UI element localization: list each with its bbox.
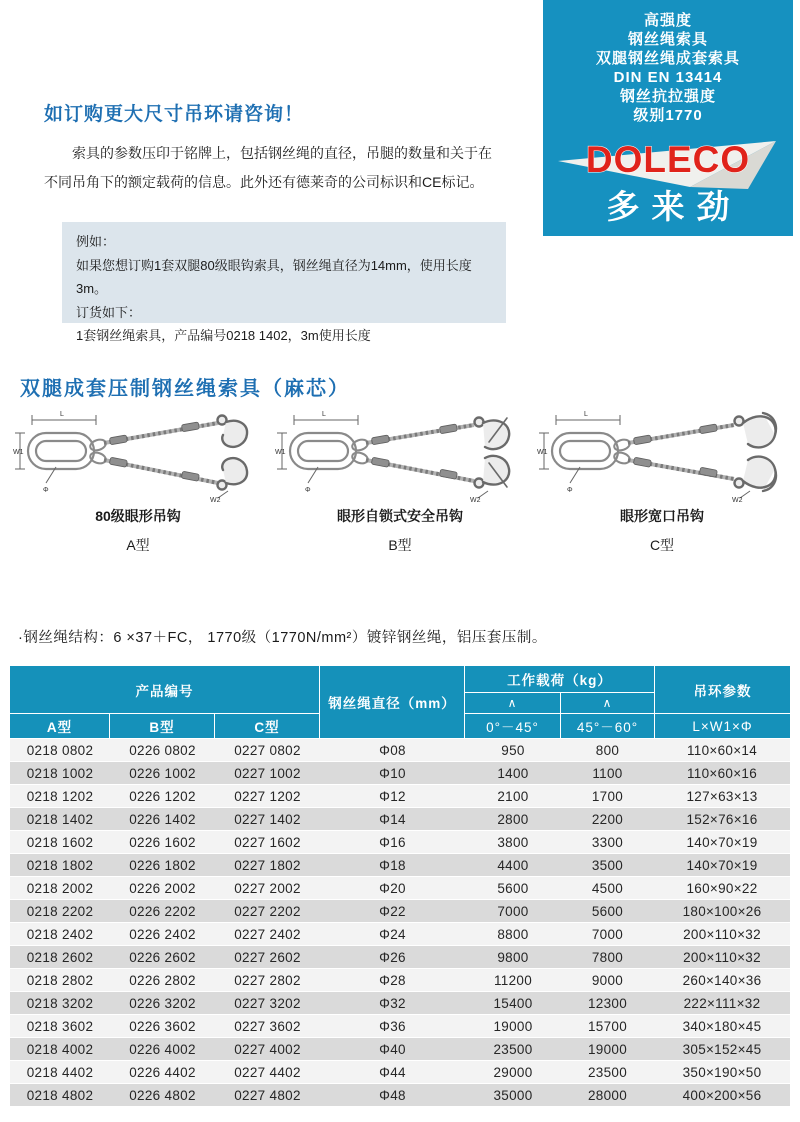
figure-sling-type-c <box>533 403 791 555</box>
figure-caption: 眼形自锁式安全吊钩 <box>337 508 463 524</box>
table-cell: 0227 4002 <box>234 1041 301 1057</box>
figure-type-label: A型 <box>126 537 150 553</box>
wide-mouth-hook-bottom <box>735 457 776 491</box>
table-cell: Φ36 <box>379 1018 406 1034</box>
table-cell: 0218 2602 <box>26 949 94 965</box>
dim-label-phi: Φ <box>567 487 573 494</box>
table-cell: Φ40 <box>379 1041 406 1057</box>
dim-label-w2: W2 <box>210 497 221 503</box>
header-working-load: 工作载荷（kg） <box>465 666 654 692</box>
table-cell: Φ10 <box>379 765 406 781</box>
table-cell: 0218 4002 <box>26 1041 94 1057</box>
safety-hook-top <box>475 418 510 450</box>
table-cell: 0218 3202 <box>26 995 94 1011</box>
table-cell: 29000 <box>493 1064 533 1080</box>
table-cell: 305×152×45 <box>682 1041 762 1057</box>
table-cell: Φ24 <box>379 926 406 942</box>
table-cell: 350×190×50 <box>682 1064 762 1080</box>
table-cell: 3300 <box>591 834 624 850</box>
table-cell: 5600 <box>591 903 624 919</box>
header-angle-range-2: 45°－60° <box>561 714 654 738</box>
table-cell: 0227 2202 <box>234 903 301 919</box>
dim-label-l: L <box>60 411 64 418</box>
table-cell: 9000 <box>591 972 624 988</box>
table-cell: 7000 <box>591 926 624 942</box>
table-cell: Φ16 <box>379 834 406 850</box>
table-cell: 23500 <box>587 1064 628 1080</box>
table-row <box>10 1061 790 1083</box>
table-cell: 127×63×13 <box>686 788 758 804</box>
table-cell: 2100 <box>497 788 529 804</box>
table-row <box>10 808 790 830</box>
table-cell: 0226 2802 <box>129 972 196 988</box>
angle-symbol-icon: ∧ <box>561 693 654 713</box>
table-cell: 340×180×45 <box>682 1018 762 1034</box>
dim-label-phi: Φ <box>305 487 311 494</box>
table-cell: 23500 <box>493 1041 533 1057</box>
dim-label-w2: W2 <box>732 497 743 503</box>
dim-label-phi: Φ <box>43 487 49 494</box>
table-row <box>10 969 790 991</box>
table-row <box>10 854 790 876</box>
figure-type-label: B型 <box>388 537 412 553</box>
table-cell: 0227 1002 <box>234 765 301 781</box>
intro-paragraph: 索具的参数压印于铭牌上，包括钢丝绳的直径，吊腿的数量和关于在不同吊角下的额定载荷的信息。此外还有德莱奇的公司标识和CE标记。 <box>44 145 492 190</box>
table-cell: 0226 2002 <box>129 880 196 896</box>
brand-name: 多来劲 <box>606 188 742 225</box>
table-cell: 140×70×19 <box>686 834 758 850</box>
brand-text-lines <box>543 0 793 125</box>
brand-line: 高强度 <box>643 12 692 29</box>
figure-type-label: C型 <box>649 537 675 553</box>
table-cell: 7000 <box>497 903 529 919</box>
table-cell: 260×140×36 <box>682 972 762 988</box>
dim-label-w1: W1 <box>537 449 548 456</box>
header-type-a: A型 <box>10 714 109 738</box>
page-title: 如订购更大尺寸吊环请咨询！ <box>44 104 305 125</box>
table-body <box>10 739 790 1106</box>
table-cell: 19000 <box>493 1018 533 1034</box>
eye-hook-bottom <box>218 458 248 489</box>
table-cell: 2800 <box>497 811 529 827</box>
table-cell: 400×200×56 <box>682 1087 762 1103</box>
angle-symbol-icon: ∧ <box>465 693 560 713</box>
table-cell: 8800 <box>497 926 529 942</box>
table-cell: 0227 1202 <box>234 788 301 804</box>
table-row <box>10 877 790 899</box>
table-cell: 7800 <box>591 949 624 965</box>
table-cell: 35000 <box>493 1087 533 1103</box>
table-cell: Φ08 <box>379 742 406 758</box>
table-row <box>10 831 790 853</box>
table-cell: 200×110×32 <box>683 926 761 942</box>
table-cell: 0226 2402 <box>129 926 196 942</box>
table-cell: 200×110×32 <box>683 949 761 965</box>
table-row <box>10 900 790 922</box>
table-cell: 0218 2402 <box>26 926 94 942</box>
brand-line: DIN EN 13414 <box>613 69 723 86</box>
brand-line: 钢丝绳索具 <box>627 31 708 48</box>
wide-mouth-hook-top <box>735 413 776 447</box>
table-cell: 0227 1402 <box>234 811 301 827</box>
table-cell: 0226 1402 <box>129 811 196 827</box>
table-cell: Φ32 <box>379 995 406 1011</box>
table-row <box>10 1038 790 1060</box>
table-cell: Φ12 <box>379 788 406 804</box>
table-cell: 1700 <box>591 788 624 804</box>
table-cell: 0218 1602 <box>26 834 94 850</box>
table-cell: 15400 <box>493 995 533 1011</box>
table-cell: 0218 1002 <box>26 765 94 781</box>
brand-line: 钢丝抗拉强度 <box>619 88 716 105</box>
table-cell: 15700 <box>587 1018 628 1034</box>
table-row <box>10 762 790 784</box>
example-box <box>62 222 506 343</box>
table-cell: 4400 <box>497 857 529 873</box>
safety-hook-bottom <box>475 456 510 488</box>
table-cell: 5600 <box>497 880 529 896</box>
table-cell: 0227 2402 <box>234 926 301 942</box>
doleco-logo <box>552 127 784 189</box>
figure-caption: 80级眼形吊钩 <box>95 508 181 524</box>
table-cell: 0226 1202 <box>129 788 196 804</box>
sling-drawing-wide-mouth-hook <box>533 403 791 503</box>
table-cell: 0218 2002 <box>26 880 94 896</box>
table-cell: 0227 3602 <box>234 1018 301 1034</box>
table-cell: 0226 1802 <box>129 857 196 873</box>
table-row <box>10 1015 790 1037</box>
table-cell: 0226 3202 <box>129 995 196 1011</box>
rope-construction-note: ·钢丝绳结构：6 ×37＋FC， 1770级（1770N/mm²）镀锌钢丝绳，铝压套压制。 <box>18 630 547 646</box>
table-cell: 160×90×22 <box>686 880 758 896</box>
table-cell: 3800 <box>497 834 529 850</box>
table-cell: 0227 4402 <box>234 1064 301 1080</box>
table-cell: 0226 4802 <box>129 1087 196 1103</box>
dim-label-l: L <box>322 411 326 418</box>
section-title: 双腿成套压制钢丝绳索具（麻芯） <box>20 378 350 400</box>
table-cell: 0227 1602 <box>234 834 301 850</box>
table-cell: 0218 1802 <box>26 857 94 873</box>
figure-sling-type-b <box>272 403 528 555</box>
table-cell: 0227 0802 <box>234 742 301 758</box>
table-cell: 0218 4802 <box>26 1087 94 1103</box>
table-cell: Φ14 <box>379 811 406 827</box>
table-cell: Φ48 <box>379 1087 406 1103</box>
figure-sling-type-a <box>12 403 264 555</box>
table-cell: 0227 2802 <box>234 972 301 988</box>
table-cell: 0218 4402 <box>26 1064 94 1080</box>
product-table <box>10 666 790 1107</box>
example-line: 例如： <box>76 234 116 249</box>
table-cell: 3500 <box>591 857 624 873</box>
dim-label-l: L <box>584 411 588 418</box>
table-header <box>10 666 790 738</box>
doleco-logo-text: DOLECO <box>585 139 751 180</box>
table-cell: 180×100×26 <box>682 903 762 919</box>
table-cell: 2200 <box>591 811 624 827</box>
header-type-b: B型 <box>110 714 214 738</box>
sling-drawing-safety-hook <box>272 403 528 503</box>
table-row <box>10 923 790 945</box>
table-cell: 12300 <box>587 995 628 1011</box>
table-cell: 0226 4402 <box>129 1064 196 1080</box>
table-cell: 110×60×16 <box>686 765 758 781</box>
table-cell: 800 <box>595 742 620 758</box>
table-cell: 0218 1402 <box>26 811 94 827</box>
table-cell: 0227 1802 <box>234 857 301 873</box>
brand-line: 双腿钢丝绳成套索具 <box>595 50 740 67</box>
table-cell: 110×60×14 <box>686 742 758 758</box>
table-cell: 0227 3202 <box>234 995 301 1011</box>
example-line: 如果您想订购1套双腿80级眼钩索具，钢丝绳直径为14mm，使用长度3m。 <box>76 257 472 296</box>
brand-line: 级别1770 <box>633 107 703 124</box>
table-cell: Φ28 <box>379 972 406 988</box>
header-ring-dims: L×W1×Φ <box>655 714 790 738</box>
table-cell: 0226 2202 <box>129 903 196 919</box>
table-cell: 0226 1002 <box>129 765 196 781</box>
table-cell: 0218 2202 <box>26 903 94 919</box>
header-rope-diameter: 钢丝绳直径（mm） <box>320 666 464 738</box>
table-row <box>10 739 790 761</box>
table-row <box>10 785 790 807</box>
example-line: 1套钢丝绳索具，产品编号0218 1402，3m使用长度 <box>76 328 371 343</box>
table-cell: 222×111×32 <box>683 995 761 1011</box>
table-cell: 1100 <box>592 765 623 781</box>
header-angle-range-1: 0°－45° <box>465 714 560 738</box>
table-cell: 9800 <box>497 949 529 965</box>
table-cell: 19000 <box>587 1041 628 1057</box>
brand-box <box>543 0 793 236</box>
table-cell: 152×76×16 <box>686 811 758 827</box>
table-cell: 1400 <box>497 765 529 781</box>
dim-label-w1: W1 <box>13 449 24 456</box>
dim-label-w1: W1 <box>275 449 286 456</box>
table-cell: Φ44 <box>379 1064 406 1080</box>
table-cell: 0226 1602 <box>129 834 196 850</box>
header-type-c: C型 <box>215 714 319 738</box>
table-row <box>10 992 790 1014</box>
table-cell: 0218 2802 <box>26 972 94 988</box>
table-row <box>10 946 790 968</box>
figure-caption: 眼形宽口吊钩 <box>620 508 704 524</box>
table-cell: 0218 1202 <box>26 788 94 804</box>
table-cell: 11200 <box>493 972 533 988</box>
table-cell: Φ20 <box>379 880 406 896</box>
example-line: 订货如下： <box>76 304 142 320</box>
sling-drawing-eye-hook <box>12 403 264 503</box>
table-cell: 4500 <box>591 880 624 896</box>
table-cell: Φ26 <box>379 949 406 965</box>
table-cell: 28000 <box>587 1087 628 1103</box>
table-cell: 0227 2002 <box>234 880 301 896</box>
header-product-code: 产品编号 <box>10 666 319 713</box>
table-cell: 140×70×19 <box>686 857 758 873</box>
dim-label-w2: W2 <box>470 497 481 503</box>
table-cell: 0227 2602 <box>234 949 301 965</box>
table-cell: Φ22 <box>379 903 406 919</box>
table-cell: 0218 0802 <box>26 742 94 758</box>
table-cell: Φ18 <box>379 857 406 873</box>
table-cell: 0226 3602 <box>129 1018 196 1034</box>
table-row <box>10 1084 790 1106</box>
header-ring-params: 吊环参数 <box>655 666 790 713</box>
table-cell: 0226 0802 <box>129 742 196 758</box>
table-cell: 950 <box>501 742 525 758</box>
table-cell: 0218 3602 <box>26 1018 94 1034</box>
table-cell: 0227 4802 <box>234 1087 301 1103</box>
table-cell: 0226 4002 <box>129 1041 196 1057</box>
table-cell: 0226 2602 <box>129 949 196 965</box>
eye-hook-top <box>218 416 248 447</box>
